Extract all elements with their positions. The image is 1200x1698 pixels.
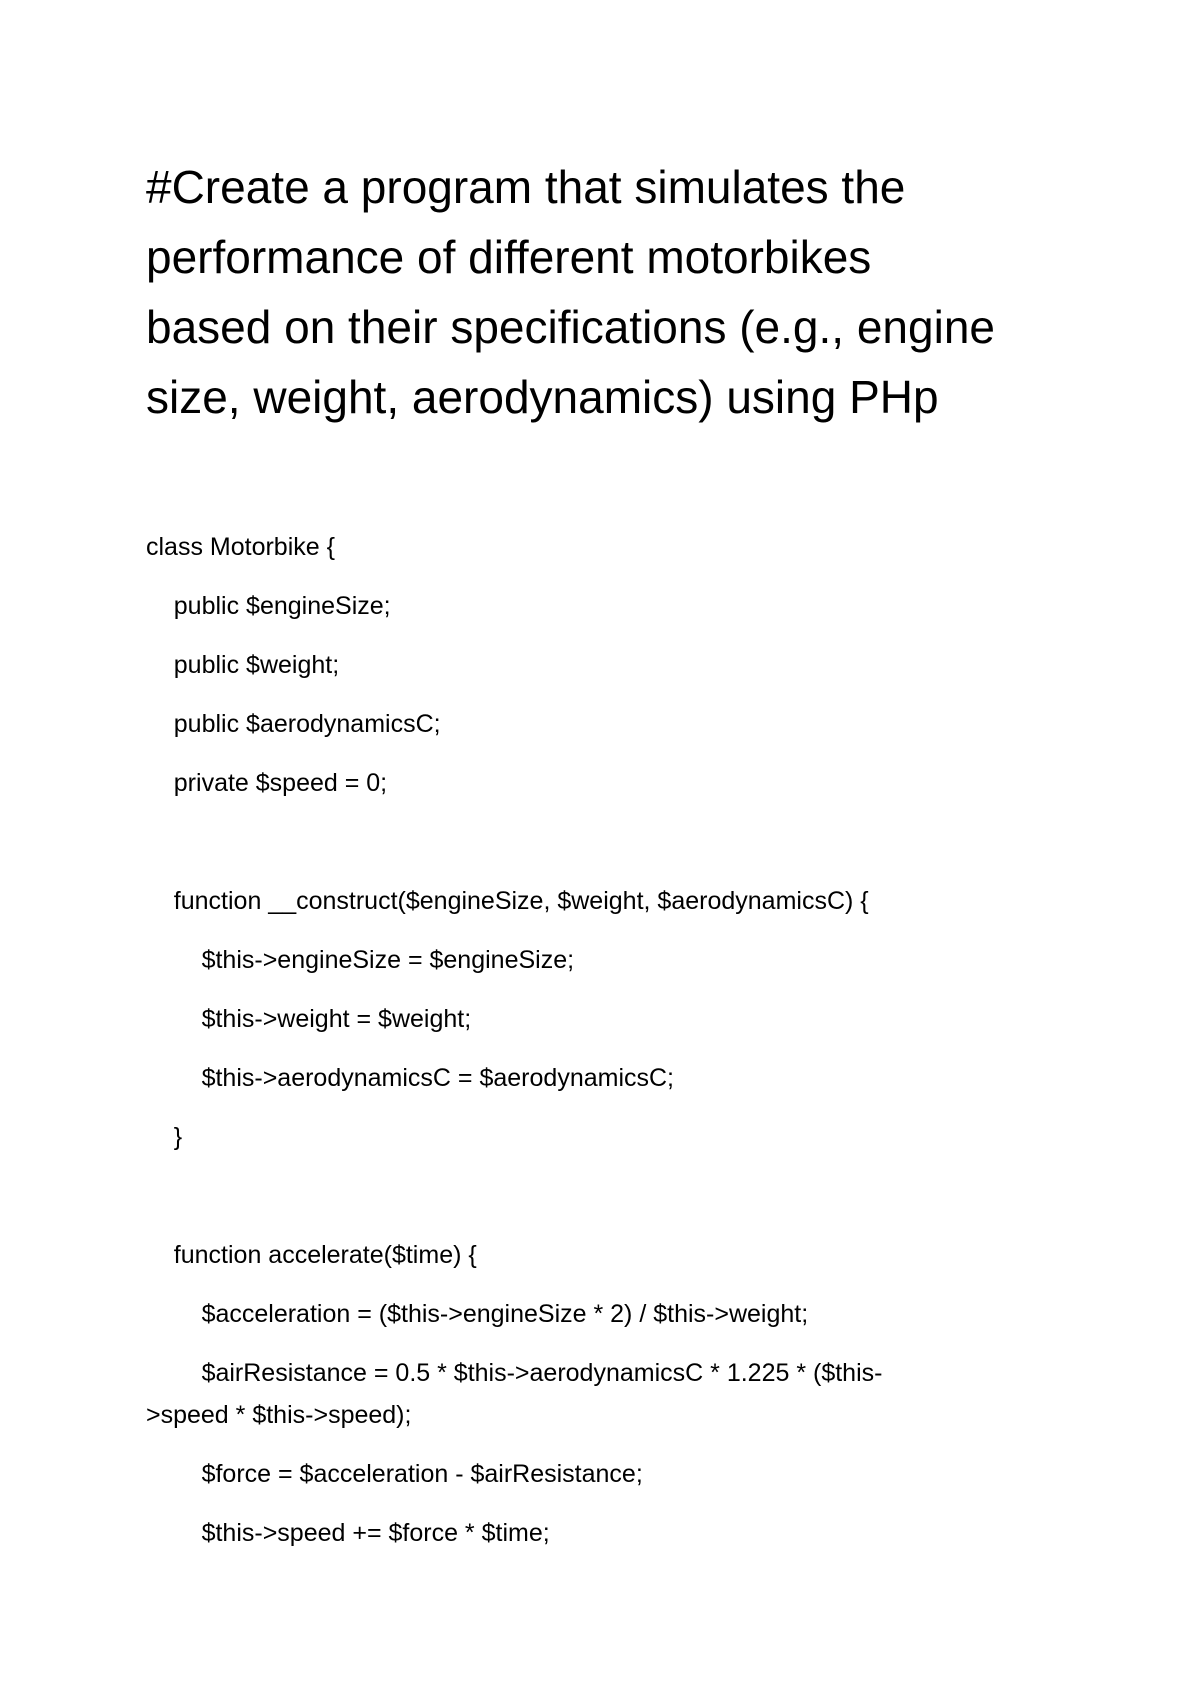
code-line: $this->weight = $weight; <box>146 1005 472 1033</box>
code-line: $this->speed += $force * $time; <box>146 1519 550 1547</box>
code-line: public $engineSize; <box>146 592 391 620</box>
code-line: function __construct($engineSize, $weight, $aerodynamicsC) { <box>146 887 869 915</box>
heading-line: size, weight, aerodynamics) using PHp <box>146 371 939 423</box>
code-line: $acceleration = ($this->engineSize * 2) / $this->weight; <box>146 1300 809 1328</box>
code-line: function accelerate($time) { <box>146 1241 477 1269</box>
code-line: $airResistance = 0.5 * $this->aerodynamicsC * 1.225 * ($this- <box>146 1359 883 1387</box>
php-code-block <box>146 0 1066 1698</box>
heading-line: based on their specifications (e.g., engine <box>146 301 995 353</box>
heading-line: performance of different motorbikes <box>146 231 872 283</box>
code-line: private $speed = 0; <box>146 769 388 797</box>
code-line: public $aerodynamicsC; <box>146 710 441 738</box>
code-line: >speed * $this->speed); <box>146 1401 412 1429</box>
code-line: } <box>146 1123 183 1151</box>
code-line: public $weight; <box>146 651 340 679</box>
heading-line: #Create a program that simulates the <box>146 161 906 213</box>
code-line: $force = $acceleration - $airResistance; <box>146 1460 643 1488</box>
code-line: $this->engineSize = $engineSize; <box>146 946 575 974</box>
code-line: class Motorbike { <box>146 533 335 561</box>
code-line: $this->aerodynamicsC = $aerodynamicsC; <box>146 1064 675 1092</box>
